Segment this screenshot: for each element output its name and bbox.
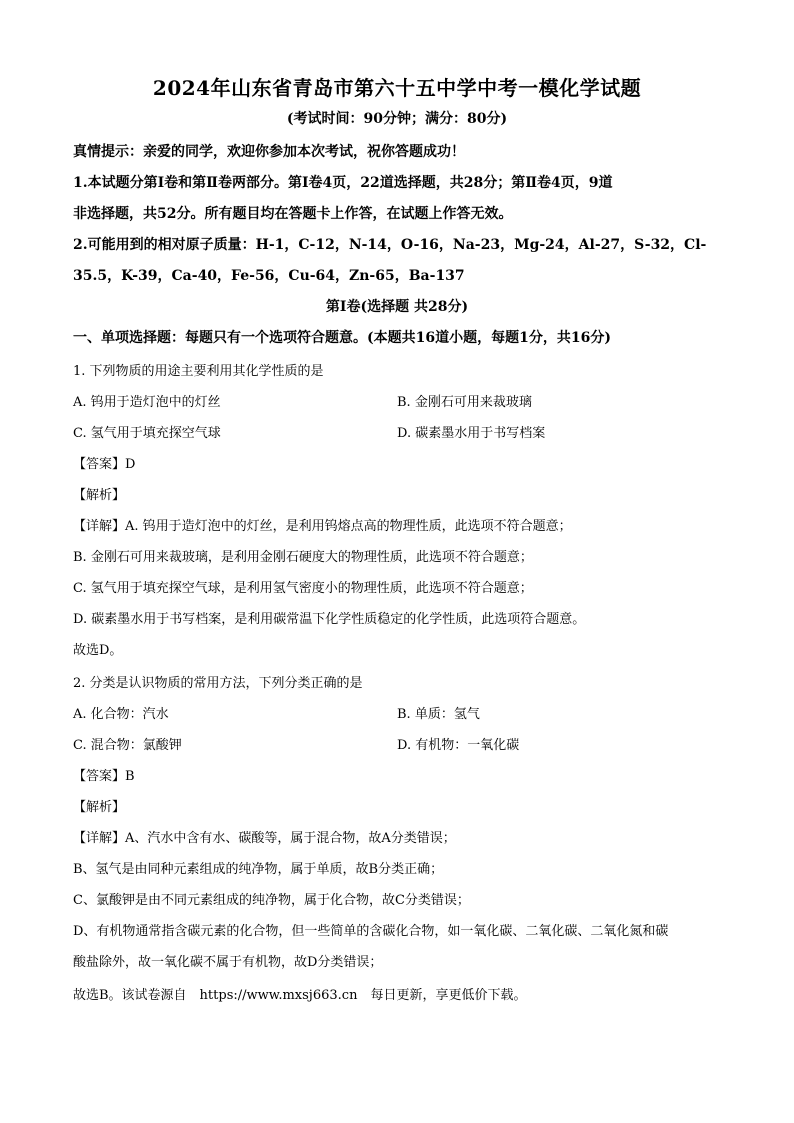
question-2-conclusion-source: 故选B。该试卷源自 https://www.mxsj663.cn 每日更新，享更低价下载。: [73, 988, 527, 1003]
question-2-analysis-label: 【解析】: [73, 800, 126, 815]
exam-title: 2024年山东省青岛市第六十五中学中考一模化学试题: [152, 76, 642, 100]
question-2-option-c: C. 混合物：氯酸钾: [73, 738, 182, 753]
volume-title: 第Ⅰ卷(选择题 共28分): [325, 299, 469, 315]
question-1-option-c: C. 氢气用于填充探空气球: [73, 426, 221, 441]
notice-item-2-line-1: 2.可能用到的相对原子质量：H-1，C-12，N-14，O-16，Na-23，Mg-24，Al-27，S-32，Cl-: [73, 237, 707, 253]
question-1-answer: 【答案】D: [73, 457, 136, 472]
question-2-explanation-line: 酸盐除外，故一氧化碳不属于有机物，故D分类错误；: [73, 955, 383, 970]
question-1-option-b: B. 金刚石可用来裁玻璃: [397, 395, 532, 410]
question-2-option-b: B. 单质：氢气: [397, 707, 480, 722]
question-2-option-a: A. 化合物：汽水: [73, 707, 169, 722]
question-2-explanation-line: B、氢气是由同种元素组成的纯净物，属于单质，故B分类正确；: [73, 862, 444, 877]
notice-item-1-line-2: 非选择题，共52分。所有题目均在答题卡上作答，在试题上作答无效。: [73, 206, 513, 222]
question-2-answer: 【答案】B: [73, 769, 135, 784]
question-2-option-d: D. 有机物：一氧化碳: [397, 738, 520, 753]
question-1-explanation-line: B. 金刚石可用来裁玻璃，是利用金刚石硬度大的物理性质，此选项不符合题意；: [73, 550, 533, 565]
question-1-stem: 1. 下列物质的用途主要利用其化学性质的是: [73, 364, 324, 379]
question-1-explanation-line: C. 氢气用于填充探空气球，是利用氢气密度小的物理性质，此选项不符合题意；: [73, 581, 533, 596]
notice-item-2-line-2: 35.5，K-39，Ca-40，Fe-56，Cu-64，Zn-65，Ba-137: [73, 268, 465, 284]
question-1-option-a: A. 钨用于造灯泡中的灯丝: [73, 395, 221, 410]
question-2-explanation-line: D、有机物通常指含碳元素的化合物，但一些简单的含碳化合物，如一氧化碳、二氧化碳、二氧化氮和碳: [73, 924, 669, 939]
exam-duration-score: (考试时间：90分钟；满分：80分): [286, 111, 508, 127]
notice-item-1-line-1: 1.本试题分第Ⅰ卷和第Ⅱ卷两部分。第Ⅰ卷4页，22道选择题，共28分；第Ⅱ卷4页，9道: [73, 175, 613, 191]
question-1-analysis-label: 【解析】: [73, 488, 126, 503]
question-1-explanation-line: 【详解】A. 钨用于造灯泡中的灯丝，是利用钨熔点高的物理性质，此选项不符合题意；: [73, 519, 572, 534]
notice-greeting: 真情提示：亲爱的同学，欢迎你参加本次考试，祝你答题成功！: [73, 144, 465, 160]
question-2-stem: 2. 分类是认识物质的常用方法，下列分类正确的是: [73, 676, 363, 691]
question-1-explanation-line: D. 碳素墨水用于书写档案，是利用碳常温下化学性质稳定的化学性质，此选项符合题意。: [73, 612, 586, 627]
part-title: 一、单项选择题：每题只有一个选项符合题意。(本题共16道小题，每题1分，共16分): [73, 330, 611, 346]
question-1-option-d: D. 碳素墨水用于书写档案: [397, 426, 546, 441]
question-2-explanation-line: C、氯酸钾是由不同元素组成的纯净物，属于化合物，故C分类错误；: [73, 893, 470, 908]
question-1-conclusion: 故选D。: [73, 643, 123, 658]
question-2-explanation-line: 【详解】A、汽水中含有水、碳酸等，属于混合物，故A分类错误；: [73, 831, 456, 846]
